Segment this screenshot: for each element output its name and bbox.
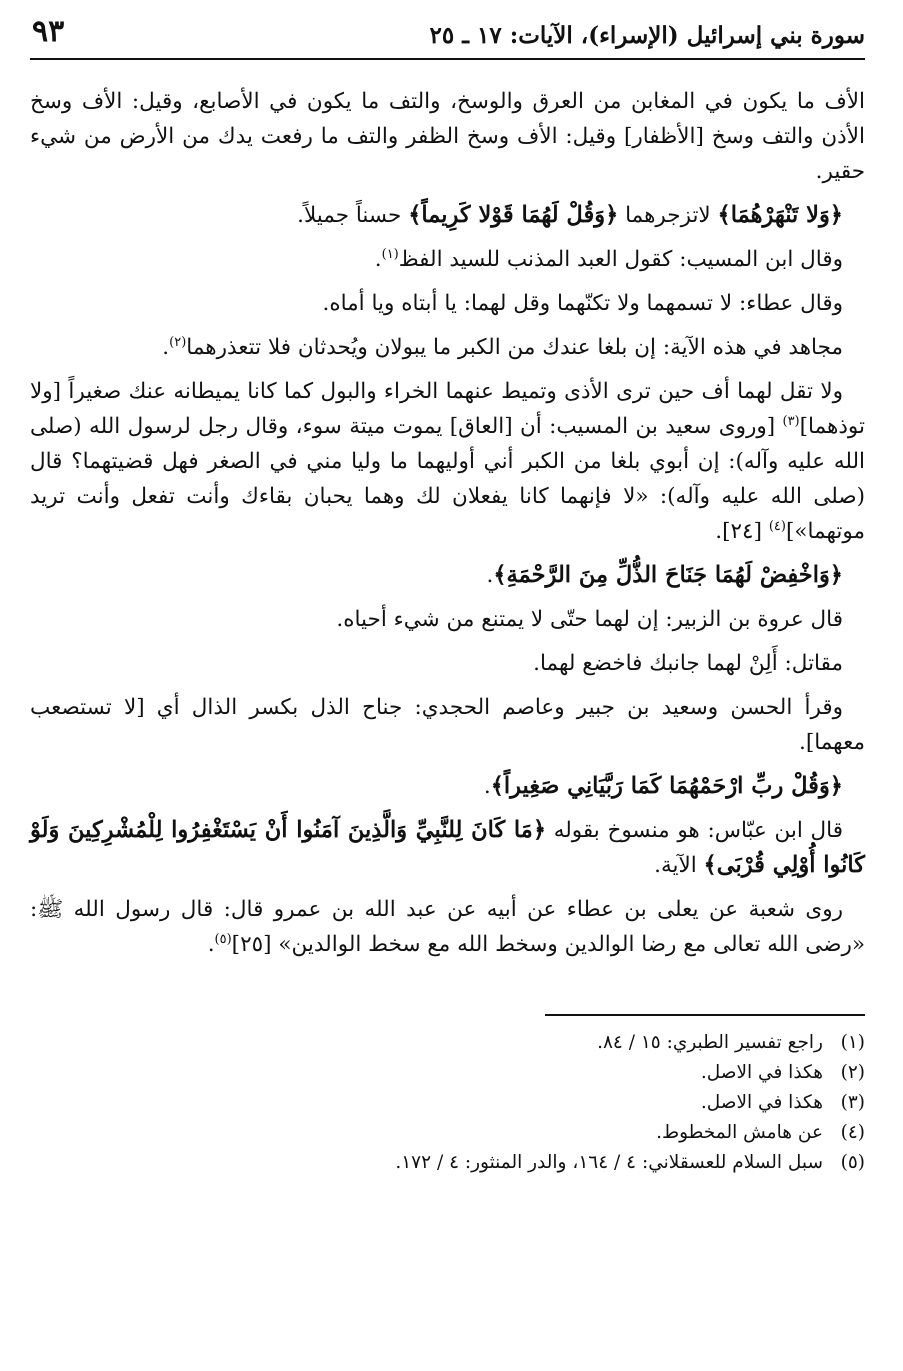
footnote-item (30, 1148, 865, 1178)
quran-verse: ﴿مَا كَانَ لِلنَّبِيِّ وَالَّذِينَ آمَنُوا أَنْ يَسْتَغْفِرُوا لِلْمُشْرِكِينَ وَلَوْ كَانُوا أُوْلِي قُرْبَى﴾ (30, 817, 865, 878)
verse-paragraph (30, 813, 865, 883)
book-page (30, 14, 865, 1371)
quran-verse: ﴿وَاخْفِضْ لَهُمَا جَنَاحَ الذُّلِّ مِنَ الرَّحْمَةِ﴾ (493, 562, 843, 588)
footnote-number: (٣) (840, 1092, 865, 1113)
paragraph-text: . (162, 335, 170, 360)
paragraph-text: [٢٤]. (715, 519, 769, 544)
running-title: سورة بني إسرائيل (الإسراء)، الآيات: ١٧ ـ ٢٥ (429, 22, 865, 49)
page-number: ٩٣ (32, 14, 65, 49)
paragraph (30, 602, 865, 637)
page-header (30, 14, 865, 60)
footnote-number: (١) (840, 1032, 865, 1053)
paragraph-text: الأف ما يكون في المغابن من العرق والوسخ، والتف ما يكون في الأصابع، وقيل: الأف وسخ الأذن والتف وسخ [الأظفار] وقيل: الأف وسخ الظفر والتف ما رفعت يدك من الأرض من شيء حقير. (30, 89, 865, 184)
paragraph (30, 374, 865, 549)
footnote-ref[interactable]: (٢) (169, 334, 187, 350)
paragraph (30, 892, 865, 962)
paragraph-text: [وروى سعيد بن المسيب: أن [العاق] يموت ميتة سوء، وقال رجل لرسول الله (صلى الله عليه وآله): إن أبوي بلغا من الكبر أني أوليهما ما وليا مني في الصغر فهل قضيتهما؟ قال (صلى الله عليه وآله): «لا فإنهما كانا يفعلان لك وهما يحبان بقاءك وأنت تفعل وأنت تريد موتهما»] (30, 414, 865, 544)
footnote-item (30, 1088, 865, 1118)
main-text (30, 84, 865, 962)
paragraph-text: حسناً جميلاً. (297, 203, 409, 228)
paragraph-text: قال عروة بن الزبير: إن لهما حتّى لا يمتنع من شيء أحياه. (336, 607, 843, 632)
footnote-item (30, 1058, 865, 1088)
footnote-number: (٢) (840, 1062, 865, 1083)
quran-verse: ﴿وَقُلْ لَهُمَا قَوْلا كَرِيماً﴾ (408, 202, 619, 228)
paragraph-text: الآية. (654, 853, 704, 878)
paragraph (30, 84, 865, 189)
paragraph-text: وقال ابن المسيب: كقول العبد المذنب للسيد الفظ (398, 247, 843, 272)
paragraph (30, 330, 865, 365)
paragraph-text: قال ابن عبّاس: هو منسوخ بقوله (546, 818, 843, 843)
paragraph-text: ولا تقل لهما أف حين ترى الأذى وتميط عنهما الخراء والبول كما كانا يميطانه عنك صغيراً [ولا توذهما] (30, 379, 865, 439)
paragraph-text: . (483, 774, 491, 799)
footnote-number: (٤) (840, 1122, 865, 1143)
paragraph (30, 286, 865, 321)
paragraph-text: . (207, 932, 215, 957)
footnote-ref[interactable]: (٤) (768, 518, 786, 534)
verse-paragraph (30, 558, 865, 593)
paragraph-text: . (374, 247, 382, 272)
footnote-text: راجع تفسير الطبري: ١٥ / ٨٤. (597, 1032, 823, 1053)
footnotes (30, 1028, 865, 1178)
paragraph-text: وقرأ الحسن وسعيد بن جبير وعاصم الحجدي: جناح الذل بكسر الذال أي [لا تستصعب معهما]. (30, 695, 865, 755)
quran-verse: ﴿وَلا تَنْهَرْهُمَا﴾ (717, 202, 843, 228)
paragraph (30, 690, 865, 760)
footnote-text: عن هامش المخطوط. (656, 1122, 823, 1143)
footnote-separator-wrap (30, 990, 865, 1028)
paragraph (30, 242, 865, 277)
paragraph-text: . (486, 563, 494, 588)
footnote-item (30, 1028, 865, 1058)
footnote-ref[interactable]: (١) (381, 246, 399, 262)
footnote-text: هكذا في الاصل. (700, 1062, 823, 1083)
footnote-text: سبل السلام للعسقلاني: ٤ / ١٦٤، والدر المنثور: ٤ / ١٧٢. (395, 1152, 823, 1173)
paragraph-text: روى شعبة عن يعلى بن عطاء عن أبيه عن عبد الله بن عمرو قال: قال رسول الله ﷺ: «رضى الله تعالى مع رضا الوالدين وسخط الله مع سخط الوالدين» [٢٥] (30, 897, 865, 957)
paragraph-text: مجاهد في هذه الآية: إن بلغا عندك من الكبر ما يبولان ويُحدثان فلا تتعذرهما (186, 335, 843, 360)
paragraph-text: مقاتل: أَلِنْ لهما جانبك فاخضع لهما. (533, 651, 843, 676)
footnote-text: هكذا في الاصل. (700, 1092, 823, 1113)
footnote-ref[interactable]: (٥) (214, 931, 232, 947)
verse-paragraph (30, 198, 865, 233)
quran-verse: ﴿وَقُلْ ربِّ ارْحَمْهُمَا كَمَا رَبَّيَانِي صَغِيراً﴾ (490, 773, 843, 799)
footnote-separator (545, 1014, 865, 1016)
paragraph-text: وقال عطاء: لا تسمهما ولا تكنّهما وقل لهما: يا أبتاه ويا أماه. (322, 291, 843, 316)
footnote-number: (٥) (840, 1152, 865, 1173)
footnote-ref[interactable]: (٣) (782, 413, 800, 429)
footnote-item (30, 1118, 865, 1148)
paragraph (30, 646, 865, 681)
paragraph-text: لاتزجرهما (618, 203, 718, 228)
verse-paragraph (30, 769, 865, 804)
